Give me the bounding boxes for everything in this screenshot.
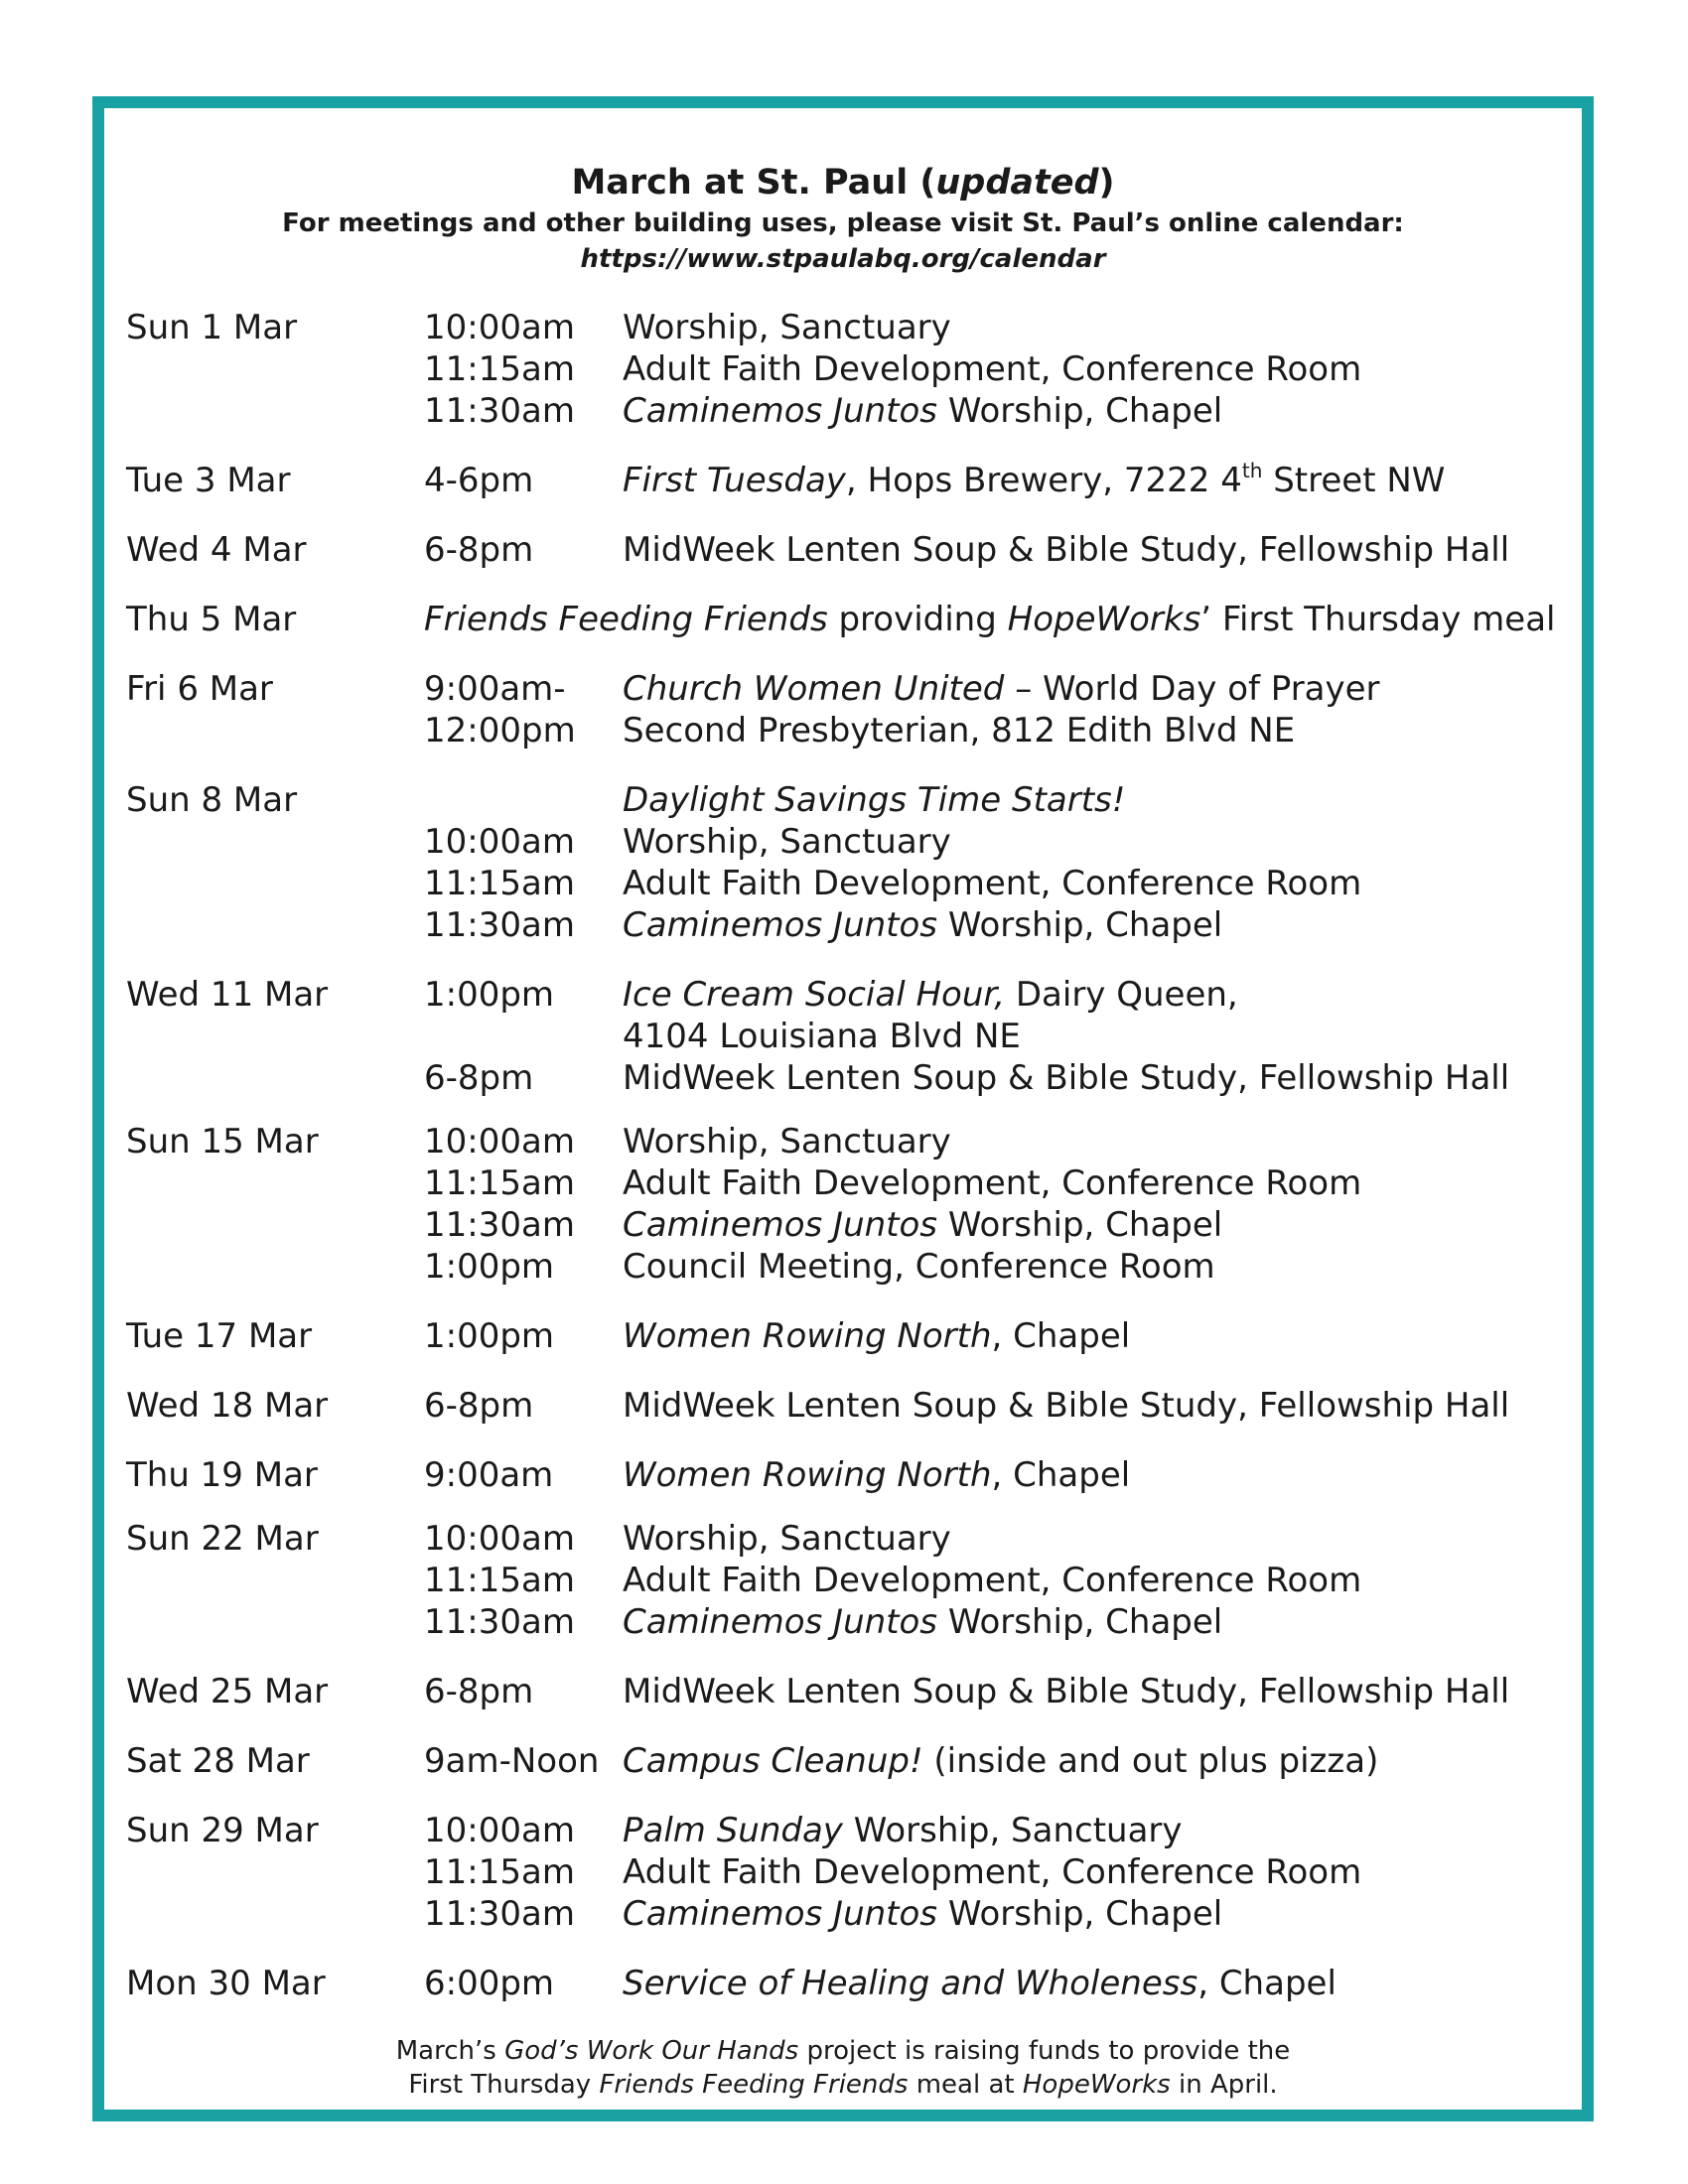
time-label: 6-8pm <box>424 1672 534 1711</box>
time-label: 10:00am <box>424 308 575 347</box>
time-label: 11:15am <box>424 1561 575 1600</box>
time-label: 11:15am <box>424 1163 575 1203</box>
event-label: Caminemos Juntos Worship, Chapel <box>623 905 1223 945</box>
page-title: March at St. Paul (updated) <box>571 163 1115 203</box>
event-label: MidWeek Lenten Soup & Bible Study, Fellowship Hall <box>623 1672 1510 1711</box>
time-label: 6:00pm <box>424 1964 555 2003</box>
event-label: Women Rowing North, Chapel <box>623 1316 1131 1356</box>
footer-line-2: First Thursday Friends Feeding Friends meal at HopeWorks in April. <box>408 2070 1278 2100</box>
event-label: Service of Healing and Wholeness, Chapel <box>623 1964 1336 2003</box>
date-label: Sun 15 Mar <box>126 1122 319 1161</box>
time-label: 9:00am- <box>424 669 566 709</box>
time-label: 6-8pm <box>424 1386 534 1426</box>
event-label: Adult Faith Development, Conference Room <box>623 864 1362 903</box>
date-label: Thu 19 Mar <box>126 1455 318 1495</box>
event-label: Adult Faith Development, Conference Room <box>623 1163 1362 1203</box>
time-label: 6-8pm <box>424 530 534 570</box>
event-label: Church Women United – World Day of Prayer <box>623 669 1380 709</box>
date-label: Sun 1 Mar <box>126 308 298 347</box>
time-label: 1:00pm <box>424 1247 555 1287</box>
event-label: Worship, Sanctuary <box>623 1122 951 1161</box>
time-label: 11:30am <box>424 905 575 945</box>
event-label: MidWeek Lenten Soup & Bible Study, Fellowship Hall <box>623 1386 1510 1426</box>
event-label: Campus Cleanup! (inside and out plus pizza) <box>623 1741 1379 1781</box>
date-label: Thu 5 Mar <box>126 600 297 639</box>
event-label: Ice Cream Social Hour, Dairy Queen, <box>623 975 1238 1015</box>
event-label: Adult Faith Development, Conference Room <box>623 349 1362 389</box>
date-label: Fri 6 Mar <box>126 669 273 709</box>
calendar-frame <box>92 96 1594 2121</box>
date-label: Tue 17 Mar <box>126 1316 313 1356</box>
event-label: First Tuesday, Hops Brewery, 7222 4th Street NW <box>623 459 1446 500</box>
time-label: 10:00am <box>424 822 575 862</box>
event-label: Worship, Sanctuary <box>623 822 951 862</box>
date-label: Sun 29 Mar <box>126 1811 319 1850</box>
event-label: Caminemos Juntos Worship, Chapel <box>623 1205 1223 1245</box>
date-label: Tue 3 Mar <box>126 461 291 500</box>
date-label: Sat 28 Mar <box>126 1741 310 1781</box>
date-label: Wed 4 Mar <box>126 530 307 570</box>
time-label: 11:15am <box>424 1852 575 1892</box>
event-label: MidWeek Lenten Soup & Bible Study, Fellowship Hall <box>623 530 1510 570</box>
date-label: Sun 8 Mar <box>126 780 298 820</box>
event-label: Adult Faith Development, Conference Room <box>623 1561 1362 1600</box>
event-label: Caminemos Juntos Worship, Chapel <box>623 1602 1223 1642</box>
event-label: Friends Feeding Friends providing HopeWorks’ First Thursday meal <box>424 600 1556 639</box>
date-label: Wed 11 Mar <box>126 975 329 1015</box>
event-label: MidWeek Lenten Soup & Bible Study, Fellowship Hall <box>623 1058 1510 1098</box>
time-label: 11:30am <box>424 1205 575 1245</box>
event-label: 4104 Louisiana Blvd NE <box>623 1017 1021 1056</box>
time-label: 11:30am <box>424 1602 575 1642</box>
time-label: 11:30am <box>424 1894 575 1934</box>
time-label: 1:00pm <box>424 1316 555 1356</box>
time-label: 12:00pm <box>424 711 576 751</box>
time-label: 11:15am <box>424 349 575 389</box>
event-label: Palm Sunday Worship, Sanctuary <box>623 1811 1183 1850</box>
footer-line-1: March’s God’s Work Our Hands project is raising funds to provide the <box>395 2036 1291 2066</box>
time-label: 10:00am <box>424 1122 575 1161</box>
time-label: 11:30am <box>424 391 575 431</box>
time-label: 10:00am <box>424 1811 575 1850</box>
time-label: 1:00pm <box>424 975 555 1015</box>
time-label: 4-6pm <box>424 461 534 500</box>
event-label: Daylight Savings Time Starts! <box>623 780 1126 820</box>
event-label: Worship, Sanctuary <box>623 308 951 347</box>
time-label: 11:15am <box>424 864 575 903</box>
event-label: Council Meeting, Conference Room <box>623 1247 1215 1287</box>
date-label: Wed 25 Mar <box>126 1672 329 1711</box>
event-label: Caminemos Juntos Worship, Chapel <box>623 391 1223 431</box>
date-label: Wed 18 Mar <box>126 1386 329 1426</box>
time-label: 9:00am <box>424 1455 554 1495</box>
event-label: Second Presbyterian, 812 Edith Blvd NE <box>623 711 1296 751</box>
event-label: Worship, Sanctuary <box>623 1519 951 1559</box>
date-label: Mon 30 Mar <box>126 1964 326 2003</box>
event-label: Caminemos Juntos Worship, Chapel <box>623 1894 1223 1934</box>
date-label: Sun 22 Mar <box>126 1519 319 1559</box>
time-label: 6-8pm <box>424 1058 534 1098</box>
calendar-note: For meetings and other building uses, please visit St. Paul’s online calendar: <box>282 208 1404 238</box>
footer-note <box>104 2034 1582 2102</box>
time-label: 10:00am <box>424 1519 575 1559</box>
event-label: Women Rowing North, Chapel <box>623 1455 1131 1495</box>
time-label: 9am-Noon <box>424 1741 600 1781</box>
calendar-link[interactable]: https://www.stpaulabq.org/calendar <box>580 244 1106 274</box>
event-label: Adult Faith Development, Conference Room <box>623 1852 1362 1892</box>
